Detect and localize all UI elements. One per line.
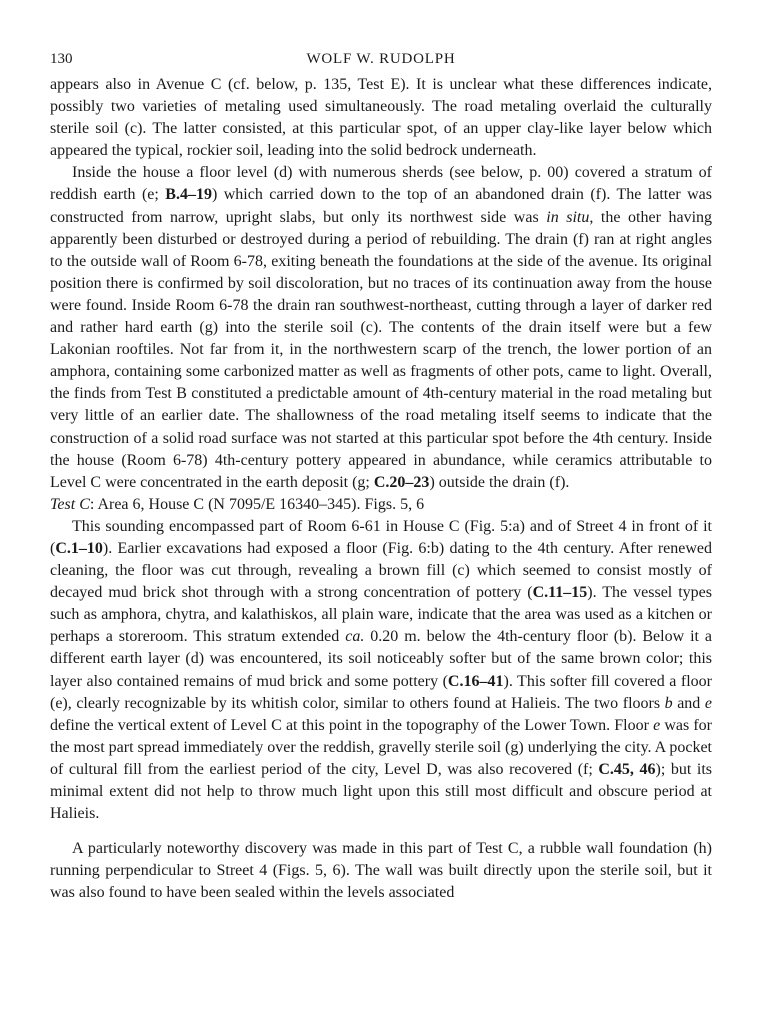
paragraph-text: and [672,694,705,712]
italic-term: e [653,716,661,734]
paragraph-text: ) outside the drain (f). [429,473,570,491]
page-number: 130 [50,51,73,67]
paragraph-text: ). Earlier excavations had exposed a floor (Fig. 6:b) dating to the 4th century. After renewed cleaning, the floor was cut through, revealing a brown fill (c) which seemed to consist mostly of decayed mud brick shot through with a strong concentration of pottery ( [50,539,712,602]
heading-text: : Area 6, House C (N 7095/E 16340–345). Figs. 5, 6 [89,495,425,513]
paragraph-continuation [50,74,712,162]
section-heading-test-c [50,494,712,516]
paragraph-inside-house [50,162,712,493]
running-head-author: WOLF W. RUDOLPH [306,51,456,67]
catalog-reference: C.11–15 [532,584,588,602]
catalog-reference: C.45, 46 [598,760,656,778]
paragraph-text: ); but its minimal extent did not help to throw much light upon this still most difficult and obscure period at Halieis. [50,760,712,823]
paragraph-test-c-sounding [50,516,712,825]
catalog-reference: B.4–19 [165,186,212,204]
italic-term: e [704,694,712,712]
heading-label: Test C [50,495,90,513]
catalog-reference: C.20–23 [373,473,430,491]
paragraph-text: was for the most part spread immediately over the reddish, gravelly sterile soil (g) underlying the city. A pocket of cultural fill from the earliest period of the city, Level D, was also recovered (f; [50,716,712,778]
paragraph-text: ). This softer fill covered a floor (e), clearly recognizable by its whitish color, similar to others found at Halieis. The two floors [50,672,712,712]
paragraph-text: define the vertical extent of Level C at this point in the topography of the Lower Town. Floor [50,716,654,734]
paragraph-text: , the other having apparently been disturbed or destroyed during a period of rebuilding. The drain (f) ran at right angles to the outside wall of Room 6-78, exiting beneath the foundations at the side of the avenue. Its original position there is confirmed by soil discoloration, but no traces of its continuation away from the house were found. Inside Room 6-78 the drain ran southwest-northeast, cutting through a layer of darker red and rather hard earth (g) into the sterile soil (c). The contents of the drain itself were but a few Lakonian rooftiles. Not far from it, in the northwestern scarp of the trench, the lower portion of an amphora, containing some carbonized matter as well as fragments of other pots, came to light. Overall, the finds from Test B constituted a predictable amount of 4th-century material in the road metaling but very little of an earlier date. The shallowness of the road metaling itself seems to indicate that the construction of a solid road surface was not started at this particular spot before the 4th century. Inside the house (Room 6-78) 4th-century pottery appeared in abundance, while ceramics attributable to Level C were concentrated in the earth deposit (g; [50,208,713,491]
paragraph-text: 0.20 m. below the 4th-century floor (b). Below it a different earth layer (d) was encountered, its soil noticeably softer but of the same brown color; this layer also contained remains of mud brick and some pottery ( [50,628,712,690]
italic-term: ca. [345,628,365,646]
paragraph-text: ) which carried down to the top of an abandoned drain (f). The latter was constructed from narrow, upright slabs, but only its northwest side was [50,186,712,226]
paragraph-text: A particularly noteworthy discovery was made in this part of Test C, a rubble wall foundation (h) running perpendicular to Street 4 (Figs. 5, 6). The wall was built directly upon the sterile soil, but it was also found to have been sealed within the levels associated [50,840,712,902]
paragraph-text: appears also in Avenue C (cf. below, p. 135, Test E). It is unclear what these differences indicate, possibly two varieties of metaling used simultaneously. The road metaling overlaid the culturally sterile soil (c). The latter consisted, at this particular spot, of an upper clay-like layer below which appeared the typical, rockier soil, leading into the solid bedrock underneath. [50,76,712,160]
italic-term: in situ [546,208,590,226]
catalog-reference: C.1–10 [55,539,103,557]
running-head [50,44,712,74]
paragraph-text: ). The vessel types such as amphora, chytra, and kalathiskos, all plain ware, indicate that the area was used as a kitchen or perhaps a storeroom. This stratum extended [50,584,713,646]
italic-term: b [664,694,673,712]
catalog-reference: C.16–41 [447,672,504,690]
paragraph-rubble-wall [50,838,712,904]
paragraph-text: This sounding encompassed part of Room 6-61 in House C (Fig. 5:a) and of Street 4 in front of it ( [50,517,712,557]
page [50,44,712,904]
paragraph-text: Inside the house a floor level (d) with numerous sherds (see below, p. 00) covered a stratum of reddish earth (e; [50,164,712,204]
